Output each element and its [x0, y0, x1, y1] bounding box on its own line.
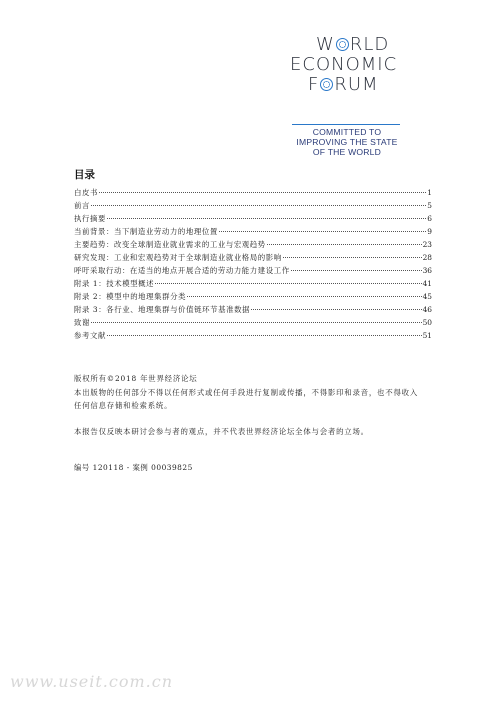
- reference-number: 编号 120118 - 案例 00039825: [74, 463, 193, 472]
- toc-leader-dots: [219, 222, 426, 232]
- toc-item-page: 5: [427, 201, 432, 210]
- toc-leader-dots: [91, 313, 422, 323]
- tagline-rule: [292, 124, 400, 125]
- globe-icon: [336, 38, 349, 51]
- toc-leader-dots: [107, 209, 426, 219]
- toc-leader-dots: [267, 235, 422, 245]
- logo-line-economic: ECONOMIC: [290, 54, 398, 75]
- toc-item-page: 28: [422, 253, 432, 262]
- toc-item-label: 当前背景：当下制造业劳动力的地理位置: [74, 227, 218, 236]
- toc-leader-dots: [187, 287, 421, 297]
- toc-leader-dots: [155, 274, 421, 284]
- toc-item-label: 研究发现：工业和宏观趋势对于全球制造业就业格局的影响: [74, 253, 282, 262]
- toc-leader-dots: [99, 183, 426, 193]
- toc-leader-dots: [283, 248, 422, 258]
- toc-item-label: 白皮书: [74, 188, 98, 197]
- toc-item-page: 46: [422, 305, 432, 314]
- toc-item-label: 主要趋势：改变全球制造业就业需求的工业与宏观趋势: [74, 240, 266, 249]
- globe-icon: [320, 78, 333, 91]
- toc-item-page: 51: [422, 331, 432, 340]
- reproduction-notice: 本出版物的任何部分不得以任何形式或任何手段进行复制或传播，不得影印和录音，也不得收入任何信息存储和检索系统。: [74, 388, 419, 410]
- toc-leader-dots: [251, 300, 422, 310]
- toc-leader-dots: [91, 196, 426, 206]
- toc-item-page: 6: [427, 214, 432, 223]
- toc-item-page: 1: [427, 188, 432, 197]
- toc-item-page: 36: [422, 266, 432, 275]
- toc-item-label: 附录 2：模型中的地理集群分类: [74, 292, 187, 301]
- disclaimer: 本报告仅反映本研讨会参与者的观点，并不代表世界经济论坛全体与会者的立场。: [74, 427, 369, 436]
- watermark: www.useit.com.cn: [10, 672, 174, 691]
- toc-item-label: 执行摘要: [74, 214, 106, 223]
- table-of-contents: [74, 185, 432, 341]
- toc-item-page: 45: [422, 292, 432, 301]
- toc-item-label: 致谢: [74, 318, 90, 327]
- toc-item-page: 50: [422, 318, 432, 327]
- toc-item-label: 前言: [74, 201, 90, 210]
- toc-item-page: 23: [422, 240, 432, 249]
- toc-item-label: 附录 3：各行业、地理集群与价值链环节基准数据: [74, 305, 251, 314]
- logo-tagline: COMMITTED TO IMPROVING THE STATE OF THE WORLD: [296, 127, 398, 157]
- toc-leader-dots: [107, 326, 422, 336]
- logo-line-forum: F RUM: [308, 74, 379, 95]
- wef-logo: [290, 36, 420, 96]
- toc-item-label: 附录 1：技术模型概述: [74, 279, 155, 288]
- copyright-line: 版权所有©2018 年世界经济论坛: [74, 374, 198, 383]
- toc-leader-dots: [291, 261, 422, 271]
- toc-item-page: 9: [427, 227, 432, 236]
- toc-item-page: 41: [422, 279, 432, 288]
- toc-item[interactable]: [74, 328, 432, 341]
- toc-title: 目录: [74, 169, 95, 181]
- toc-item-label: 呼吁采取行动：在适当的地点开展合适的劳动力能力建设工作: [74, 266, 290, 275]
- toc-item-label: 参考文献: [74, 331, 106, 340]
- logo-line-world: W RLD: [316, 34, 390, 55]
